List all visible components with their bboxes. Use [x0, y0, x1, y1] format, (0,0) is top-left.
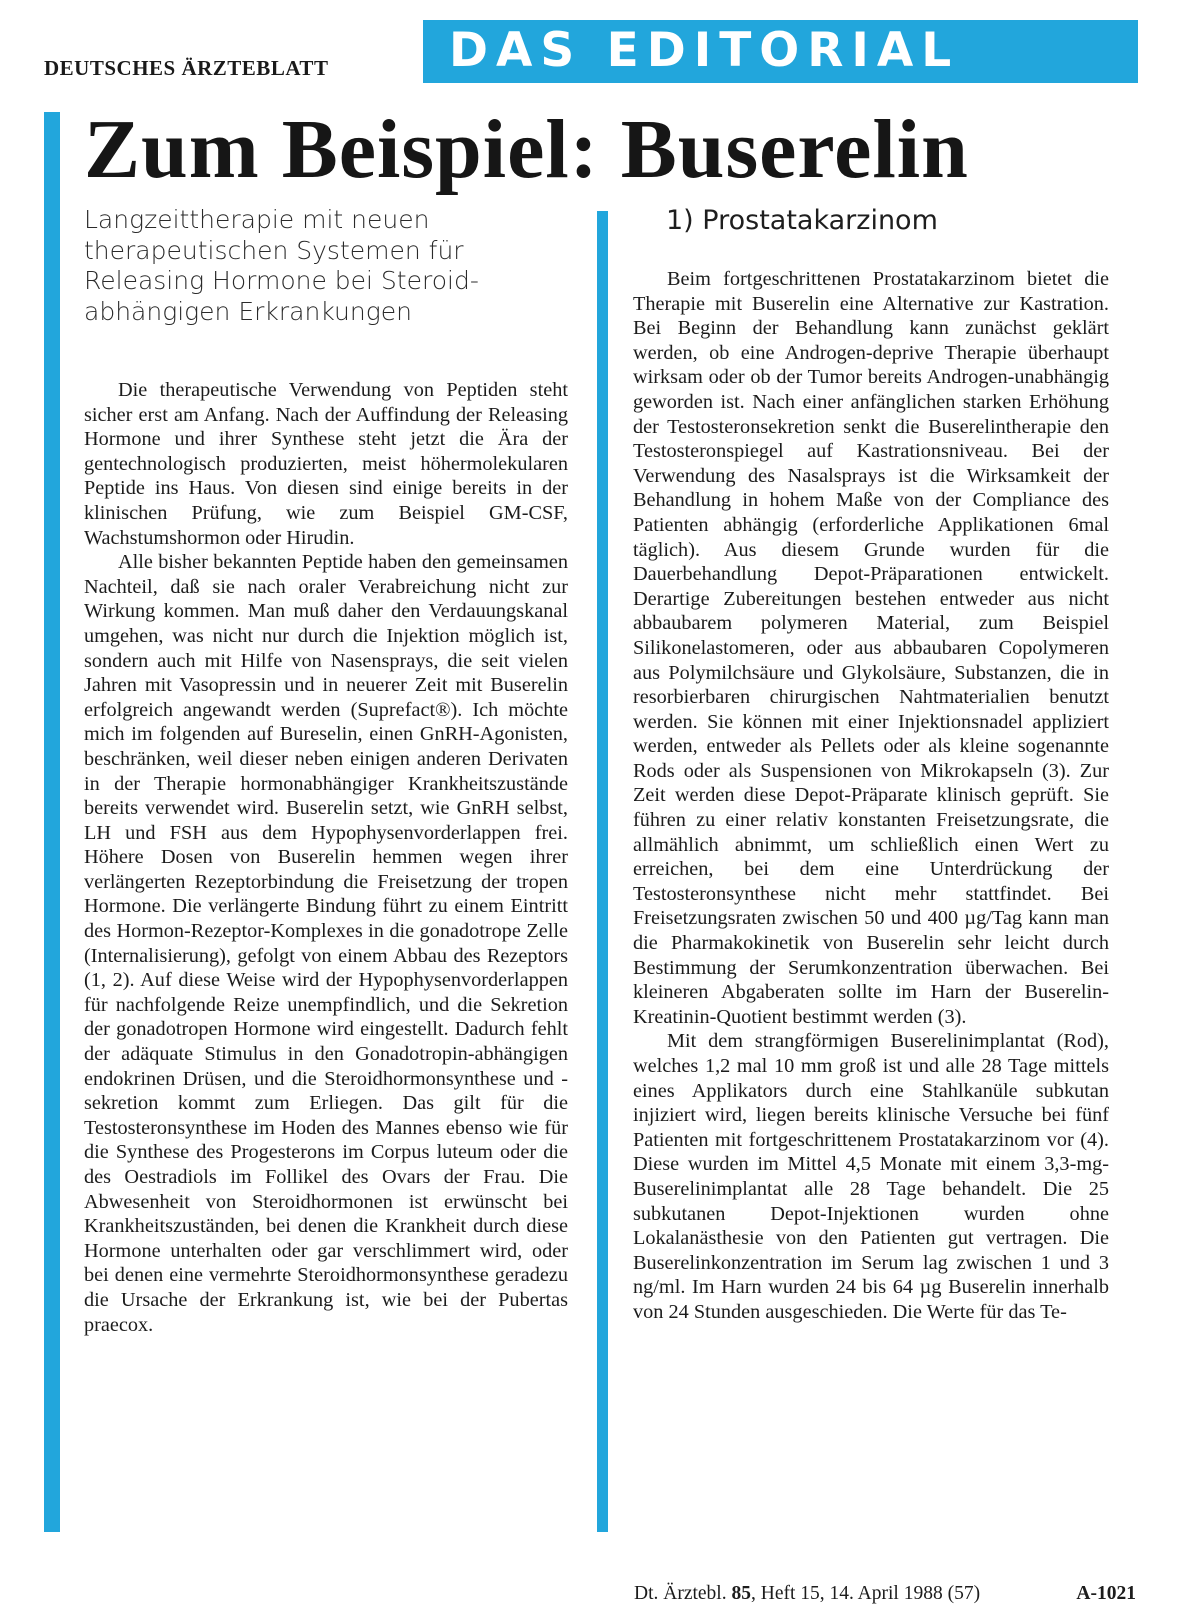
section-label: DAS EDITORIAL — [449, 23, 960, 78]
right-column — [633, 267, 1109, 1325]
article-title: Zum Beispiel: Buserelin — [84, 103, 969, 196]
page-footer — [634, 1582, 1136, 1606]
left-accent-rule — [44, 112, 60, 1532]
column-divider-rule — [597, 211, 608, 1532]
article-subtitle: Langzeittherapie mit neuen therapeutischen Systemen für Releasing Hormone bei Steroid-abhängigen Erkrankungen — [84, 205, 479, 326]
footer-journal: Dt. Ärztebl. — [634, 1583, 727, 1604]
section-heading: 1) Prostatakarzinom — [666, 205, 938, 236]
body-paragraph: Alle bisher bekannten Peptide haben den gemeinsamen Nachteil, daß sie nach oraler Verabreichung nicht zur Wirkung kommen. Man muß daher den Verdauungskanal umgehen, was nicht nur durch die Injektion möglich ist, sondern auch mit Hilfe von Nasensprays, die seit vielen Jahren mit Vasopressin und in neuerer Zeit mit Buserelin erfolgreich angewandt werden (Suprefact®). Ich möchte mich im folgenden auf Bureselin, einen GnRH-Agonisten, beschränken, weil dieser neben einigen anderen Derivaten in der Therapie hormonabhängiger Krankheitszustände bereits verwendet wird. Buserelin setzt, wie GnRH selbst, LH und FSH aus dem Hypophysenvorderlappen frei. Höhere Dosen von Buserelin hemmen wegen ihrer verlängerten Rezeptorbindung die Freisetzung der tropen Hormone. Die verlängerte Bindung führt zu einem Eintritt des Hormon-Rezeptor-Komplexes in die gonadotrope Zelle (Internalisierung), gefolgt von einem Abbau des Rezeptors (1, 2). Auf diese Weise wird der Hypophysenvorderlappen für nachfolgende Reize unempfindlich, und die Sekretion der gonadotropen Hormone wird eingestellt. Dadurch fehlt der adäquate Stimulus in den Gonadotropin-abhängigen endokrinen Drüsen, und die Steroidhormonsynthese und -sekretion kommt zum Erliegen. Das gilt für die Testosteronsynthese im Hoden des Mannes ebenso wie für die Synthese des Progesterons im Corpus luteum oder die des Oestradiols im Follikel des Ovars der Frau. Die Abwesenheit von Steroidhormonen ist erwünscht bei Krankheitszuständen, bei denen die Krankheit durch diese Hormone unterhalten oder gar verschlimmert wird, oder bei denen eine vermehrte Steroidhormonsynthese geradezu die Ursache der Erkrankung ist, wie bei der Pubertas praecox. — [84, 551, 568, 1336]
left-column — [84, 378, 568, 1337]
body-paragraph: Die therapeutische Verwendung von Peptiden steht sicher erst am Anfang. Nach der Auffindung der Releasing Hormone und ihrer Synthese steht jetzt die Ära der gentechnologisch produzierten, meist höhermolekularen Peptide ins Haus. Von diesen sind einige bereits in der klinischen Prüfung, wie zum Beispiel GM-CSF, Wachstumshormon oder Hirudin. — [84, 379, 568, 549]
body-paragraph: Beim fortgeschrittenen Prostatakarzinom bietet die Therapie mit Buserelin eine Alternative zur Kastration. Bei Beginn der Behandlung kann zunächst geklärt werden, ob eine Androgen-deprive Therapie überhaupt wirksam oder ob der Tumor bereits Androgen-unabhängig geworden ist. Nach einer anfänglichen starken Erhöhung der Testosteronsekretion senkt die Buserelintherapie den Testosteronspiegel auf Kastrationsniveau. Bei der Verwendung des Nasalsprays ist die Wirksamkeit der Behandlung in hohem Maße von der Compliance des Patienten abhängig (erforderliche Applikationen 6mal täglich). Aus diesem Grunde wurden für die Dauerbehandlung Depot-Präparationen entwickelt. Derartige Zubereitungen bestehen entweder aus nicht abbaubarem polymeren Material, zum Beispiel Silikonelastomeren, oder aus abbaubaren Copolymeren aus Polymilchsäure und Glykolsäure, Substanzen, die in resorbierbaren chirurgischen Nahtmaterialien benutzt werden. Sie können mit einer Injektionsnadel appliziert werden, entweder als Pellets oder als kleine sogenannte Rods oder als Suspensionen von Mikrokapseln (3). Zur Zeit werden diese Depot-Präparate klinisch geprüft. Sie führen zu einer relativ konstanten Freisetzungsrate, die allmählich abnimmt, um schließlich einen Wert zu erreichen, bei dem eine Unterdrückung der Testosteronsynthese nicht mehr stattfindet. Bei Freisetzungsraten zwischen 50 und 400 µg/Tag kann man die Pharmakokinetik von Buserelin sehr leicht durch Bestimmung der Serumkonzentration überwachen. Bei kleineren Abgaberaten sollte im Harn der Buserelin-Kreatinin-Quotient bestimmt werden (3). — [633, 268, 1109, 1028]
section-banner — [423, 20, 1138, 83]
body-paragraph: Mit dem strangförmigen Buserelinimplantat (Rod), welches 1,2 mal 10 mm groß ist und alle 28 Tage mittels eines Applikators durch eine Stahlkanüle subkutan injiziert wird, liegen bereits klinische Versuche bei fünf Patienten mit fortgeschrittenem Prostatakarzinom vor (4). Diese wurden im Mittel 4,5 Monate mit einem 3,3-mg-Buserelinimplantat alle 28 Tage behandelt. Die 25 subkutanen Depot-Injektionen wurden ohne Lokalanästhesie von den Patienten gut vertragen. Die Buserelinkonzentration im Serum lag zwischen 1 und 3 ng/ml. Im Harn wurden 24 bis 64 µg Buserelin innerhalb von 24 Stunden ausgeschieden. Die Werte für das Te- — [633, 1030, 1109, 1323]
footer-volume: 85 — [731, 1583, 751, 1604]
masthead: DEUTSCHES ÄRZTEBLATT — [44, 56, 329, 80]
footer-issue-date: , Heft 15, 14. April 1988 (57) — [750, 1583, 981, 1604]
page-number: A-1021 — [1076, 1583, 1136, 1604]
